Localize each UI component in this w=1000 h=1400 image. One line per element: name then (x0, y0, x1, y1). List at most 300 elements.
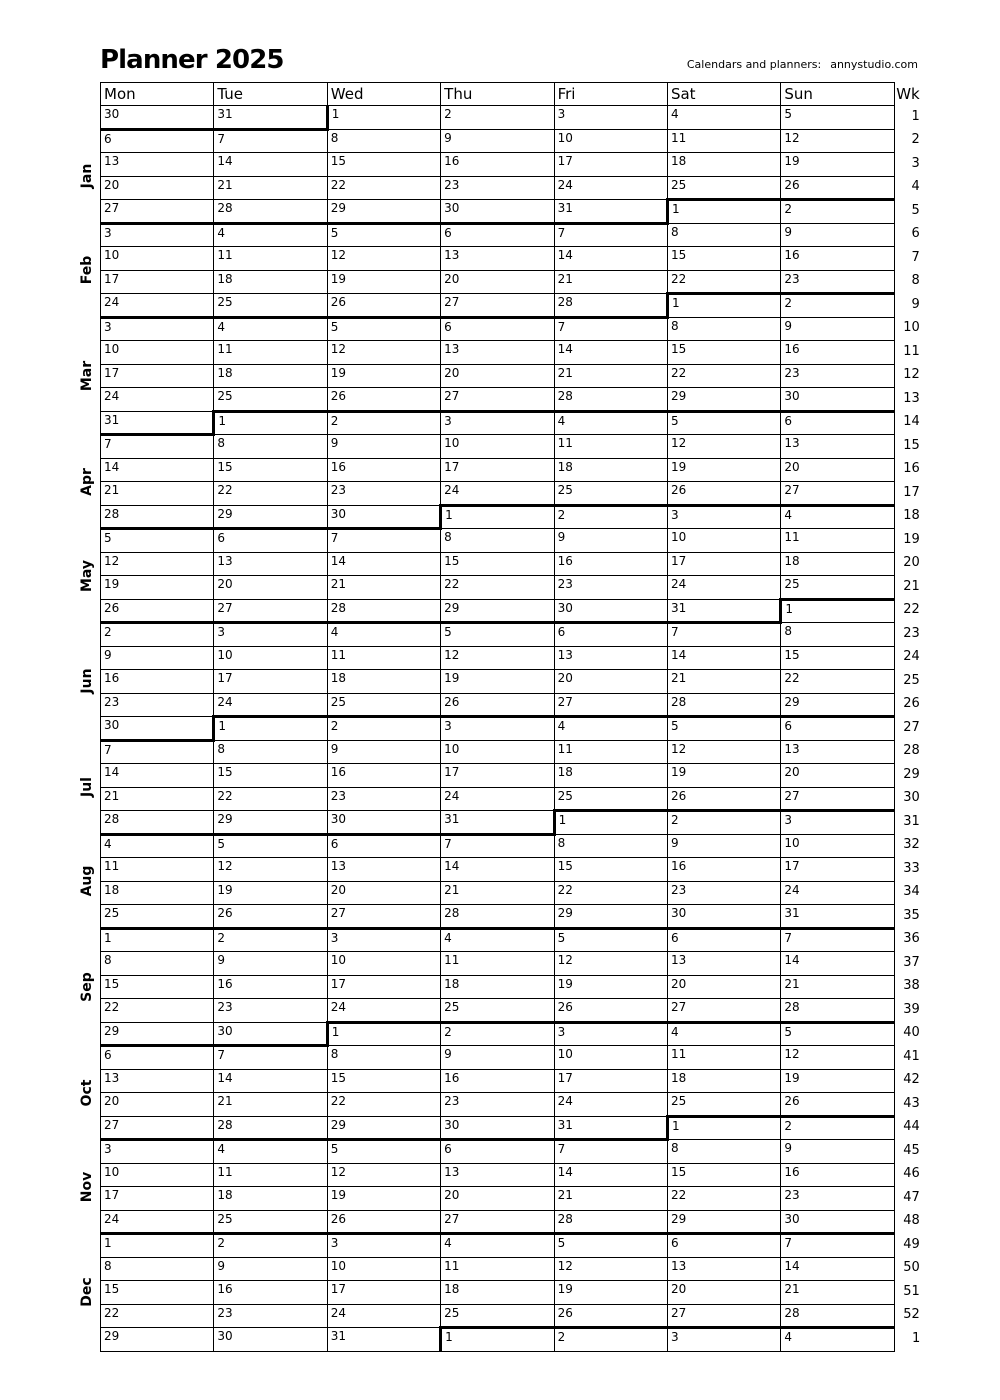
day-cell: 4 (214, 1140, 327, 1164)
day-cell: 20 (781, 458, 894, 482)
day-cell: 9 (441, 1046, 554, 1070)
day-cell: 17 (327, 975, 440, 999)
day-cell: 24 (327, 1304, 440, 1328)
day-cell: 13 (554, 646, 667, 670)
day-cell: 8 (554, 834, 667, 858)
day-cell: 16 (327, 458, 440, 482)
week-number-cell: 18 (903, 508, 920, 523)
day-cell: 21 (214, 176, 327, 200)
week-row (101, 881, 922, 905)
month-label-oct: Oct (79, 1079, 95, 1106)
day-cell: 15 (214, 458, 327, 482)
week-row (101, 200, 922, 224)
day-cell: 10 (101, 341, 214, 365)
week-row (101, 1257, 922, 1281)
week-number-cell: 4 (911, 179, 920, 194)
day-cell: 11 (554, 740, 667, 764)
day-header-sun: Sun (781, 83, 894, 106)
day-cell: 7 (214, 129, 327, 153)
day-cell: 18 (214, 364, 327, 388)
day-cell: 4 (214, 223, 327, 247)
week-number-cell: 1 (911, 108, 920, 124)
week-number-cell: 46 (903, 1166, 920, 1181)
week-row (101, 1163, 922, 1187)
day-cell: 11 (327, 646, 440, 670)
week-row (101, 646, 922, 670)
day-cell: 8 (214, 740, 327, 764)
day-cell: 7 (667, 623, 780, 647)
week-number-cell: 30 (903, 790, 920, 805)
day-cell: 10 (441, 740, 554, 764)
week-row (101, 106, 922, 130)
day-cell: 25 (214, 294, 327, 318)
day-cell: 21 (327, 576, 440, 600)
week-number-cell: 8 (911, 273, 920, 288)
day-cell: 28 (781, 1304, 894, 1328)
day-cell: 15 (781, 646, 894, 670)
day-cell: 17 (101, 364, 214, 388)
day-cell: 25 (554, 482, 667, 506)
day-cell: 29 (327, 1116, 440, 1140)
week-number-cell: 27 (903, 719, 920, 735)
day-cell: 17 (214, 670, 327, 694)
week-number-cell: 3 (911, 155, 920, 171)
week-row (101, 1328, 922, 1352)
week-row (101, 623, 922, 647)
day-cell: 17 (554, 153, 667, 177)
day-cell: 3 (214, 623, 327, 647)
day-cell: 7 (781, 1234, 894, 1258)
day-cell: 21 (781, 975, 894, 999)
day-cell: 17 (101, 1187, 214, 1211)
day-cell: 12 (327, 341, 440, 365)
day-cell: 24 (101, 388, 214, 412)
day-cell: 25 (667, 176, 780, 200)
week-row (101, 834, 922, 858)
day-cell: 3 (781, 811, 894, 835)
day-cell: 25 (441, 999, 554, 1023)
day-cell: 12 (667, 740, 780, 764)
day-cell: 26 (214, 905, 327, 929)
week-number-cell: 13 (903, 390, 920, 406)
day-cell: 11 (554, 435, 667, 459)
day-cell: 20 (554, 670, 667, 694)
day-cell: 20 (667, 1281, 780, 1305)
day-cell: 8 (441, 529, 554, 553)
day-cell: 23 (441, 1093, 554, 1117)
day-cell: 22 (441, 576, 554, 600)
day-cell: 6 (781, 411, 894, 435)
week-number-cell: 31 (903, 813, 920, 829)
day-cell: 14 (554, 1163, 667, 1187)
day-cell: 29 (554, 905, 667, 929)
day-cell: 8 (667, 317, 780, 341)
day-cell: 15 (101, 975, 214, 999)
day-header-mon: Mon (101, 83, 214, 106)
day-cell: 13 (781, 740, 894, 764)
day-cell: 1 (101, 1234, 214, 1258)
day-cell: 13 (101, 153, 214, 177)
day-cell: 2 (441, 1022, 554, 1046)
day-cell: 27 (101, 1116, 214, 1140)
day-cell: 6 (101, 129, 214, 153)
week-number-cell: 48 (903, 1213, 920, 1228)
day-cell: 17 (554, 1069, 667, 1093)
day-cell: 19 (781, 1069, 894, 1093)
week-row (101, 599, 922, 623)
day-cell: 30 (441, 1116, 554, 1140)
day-cell: 24 (441, 482, 554, 506)
day-cell: 1 (667, 200, 780, 224)
day-cell: 16 (667, 858, 780, 882)
day-cell: 14 (667, 646, 780, 670)
day-cell: 9 (554, 529, 667, 553)
day-cell: 24 (554, 1093, 667, 1117)
day-cell: 22 (214, 482, 327, 506)
day-cell: 1 (214, 411, 327, 435)
day-cell: 12 (327, 247, 440, 271)
day-cell: 31 (101, 411, 214, 435)
day-cell: 12 (667, 435, 780, 459)
day-cell: 11 (441, 1257, 554, 1281)
day-cell: 21 (554, 270, 667, 294)
day-cell: 26 (327, 1210, 440, 1234)
day-cell: 5 (101, 529, 214, 553)
day-header-fri: Fri (554, 83, 667, 106)
day-cell: 20 (214, 576, 327, 600)
day-cell: 26 (781, 1093, 894, 1117)
day-cell: 28 (554, 294, 667, 318)
week-row (101, 364, 922, 388)
day-cell: 10 (554, 129, 667, 153)
day-cell: 28 (327, 599, 440, 623)
day-cell: 23 (667, 881, 780, 905)
day-cell: 3 (667, 1328, 780, 1352)
day-cell: 22 (327, 1093, 440, 1117)
day-cell: 20 (667, 975, 780, 999)
day-cell: 9 (327, 435, 440, 459)
credit-site-link[interactable]: annystudio.com (830, 58, 918, 71)
day-cell: 8 (101, 1257, 214, 1281)
day-cell: 23 (781, 364, 894, 388)
day-cell: 10 (327, 1257, 440, 1281)
day-cell: 25 (214, 388, 327, 412)
day-cell: 30 (554, 599, 667, 623)
day-cell: 16 (554, 552, 667, 576)
day-cell: 9 (781, 223, 894, 247)
day-cell: 4 (441, 1234, 554, 1258)
day-cell: 26 (554, 1304, 667, 1328)
week-number-cell: 26 (903, 696, 920, 711)
day-cell: 9 (441, 129, 554, 153)
credit-label: Calendars and planners: (686, 58, 822, 71)
credit (687, 58, 918, 71)
day-cell: 15 (214, 764, 327, 788)
day-cell: 29 (781, 693, 894, 717)
day-cell: 1 (101, 928, 214, 952)
day-cell: 15 (667, 341, 780, 365)
day-cell: 21 (667, 670, 780, 694)
day-cell: 7 (781, 928, 894, 952)
day-cell: 19 (781, 153, 894, 177)
day-cell: 3 (101, 317, 214, 341)
day-cell: 11 (214, 341, 327, 365)
day-cell: 29 (214, 505, 327, 529)
day-cell: 26 (441, 693, 554, 717)
day-cell: 18 (554, 764, 667, 788)
day-cell: 24 (441, 787, 554, 811)
day-cell: 15 (554, 858, 667, 882)
week-row (101, 1022, 922, 1046)
day-cell: 2 (327, 411, 440, 435)
day-cell: 5 (554, 1234, 667, 1258)
day-cell: 26 (667, 482, 780, 506)
day-cell: 5 (327, 1140, 440, 1164)
day-cell: 29 (327, 200, 440, 224)
week-number-cell: 19 (903, 531, 920, 547)
page-title: Planner 2025 (100, 45, 284, 75)
day-cell: 6 (327, 834, 440, 858)
day-cell: 13 (214, 552, 327, 576)
table-header-row (101, 83, 922, 106)
day-cell: 22 (327, 176, 440, 200)
week-number-cell: 29 (903, 766, 920, 782)
day-cell: 5 (327, 317, 440, 341)
day-cell: 31 (441, 811, 554, 835)
day-cell: 31 (554, 200, 667, 224)
day-cell: 24 (554, 176, 667, 200)
day-cell: 24 (327, 999, 440, 1023)
week-number-cell: 49 (903, 1236, 920, 1252)
day-cell: 21 (214, 1093, 327, 1117)
day-cell: 22 (667, 1187, 780, 1211)
day-cell: 2 (667, 811, 780, 835)
day-cell: 4 (554, 411, 667, 435)
month-label-dec: Dec (79, 1277, 95, 1307)
day-cell: 25 (441, 1304, 554, 1328)
week-row (101, 858, 922, 882)
day-cell: 22 (667, 270, 780, 294)
day-cell: 23 (781, 1187, 894, 1211)
week-row (101, 1187, 922, 1211)
day-cell: 27 (101, 200, 214, 224)
day-cell: 18 (667, 1069, 780, 1093)
week-number-cell: 9 (911, 296, 920, 312)
week-row (101, 1304, 922, 1328)
day-cell: 18 (667, 153, 780, 177)
day-cell: 17 (441, 458, 554, 482)
month-label-apr: Apr (79, 467, 95, 496)
week-row (101, 1069, 922, 1093)
day-cell: 1 (327, 1022, 440, 1046)
week-number-cell: 42 (903, 1072, 920, 1087)
day-cell: 4 (781, 505, 894, 529)
week-row (101, 1210, 922, 1234)
day-cell: 8 (327, 129, 440, 153)
day-cell: 8 (327, 1046, 440, 1070)
day-cell: 20 (101, 176, 214, 200)
month-label-jun: Jun (79, 668, 95, 694)
day-cell: 16 (101, 670, 214, 694)
day-cell: 2 (327, 717, 440, 741)
day-cell: 23 (327, 787, 440, 811)
day-cell: 3 (554, 1022, 667, 1046)
month-label-jul: Jul (79, 777, 95, 797)
day-cell: 28 (554, 388, 667, 412)
day-header-wed: Wed (327, 83, 440, 106)
day-cell: 17 (327, 1281, 440, 1305)
day-cell: 5 (667, 411, 780, 435)
day-header-tue: Tue (214, 83, 327, 106)
day-cell: 31 (327, 1328, 440, 1352)
day-cell: 27 (667, 999, 780, 1023)
week-number-cell: 16 (903, 461, 920, 476)
month-label-nov: Nov (79, 1171, 95, 1202)
day-cell: 7 (554, 1140, 667, 1164)
day-cell: 25 (667, 1093, 780, 1117)
day-cell: 12 (441, 646, 554, 670)
day-cell: 2 (101, 623, 214, 647)
day-cell: 29 (667, 1210, 780, 1234)
day-cell: 9 (327, 740, 440, 764)
day-cell: 25 (781, 576, 894, 600)
day-cell: 19 (214, 881, 327, 905)
week-number-cell: 51 (903, 1283, 920, 1299)
day-cell: 11 (781, 529, 894, 553)
day-cell: 22 (214, 787, 327, 811)
day-cell: 19 (667, 764, 780, 788)
day-cell: 26 (781, 176, 894, 200)
week-number-cell: 37 (903, 954, 920, 970)
week-row (101, 458, 922, 482)
week-row (101, 576, 922, 600)
day-cell: 23 (781, 270, 894, 294)
day-cell: 7 (554, 317, 667, 341)
day-cell: 30 (214, 1328, 327, 1352)
day-cell: 4 (214, 317, 327, 341)
day-cell: 15 (667, 247, 780, 271)
day-cell: 30 (441, 200, 554, 224)
day-cell: 29 (441, 599, 554, 623)
day-cell: 23 (441, 176, 554, 200)
day-cell: 5 (214, 834, 327, 858)
day-cell: 26 (327, 388, 440, 412)
day-cell: 30 (781, 1210, 894, 1234)
week-number-cell: 33 (903, 860, 920, 876)
month-label-may: May (79, 559, 95, 592)
day-cell: 28 (441, 905, 554, 929)
day-cell: 18 (214, 1187, 327, 1211)
day-cell: 11 (214, 247, 327, 271)
week-row (101, 482, 922, 506)
day-cell: 16 (441, 1069, 554, 1093)
day-cell: 13 (327, 858, 440, 882)
day-cell: 9 (667, 834, 780, 858)
day-cell: 26 (327, 294, 440, 318)
week-number-cell: 15 (903, 437, 920, 453)
day-cell: 9 (214, 1257, 327, 1281)
week-row (101, 388, 922, 412)
day-cell: 27 (781, 787, 894, 811)
day-cell: 27 (441, 1210, 554, 1234)
week-row (101, 787, 922, 811)
week-row (101, 670, 922, 694)
day-cell: 16 (781, 1163, 894, 1187)
day-cell: 31 (554, 1116, 667, 1140)
month-label-sep: Sep (79, 971, 95, 1002)
month-label-jan: Jan (79, 163, 95, 189)
week-number-cell: 50 (903, 1260, 920, 1275)
day-cell: 23 (214, 1304, 327, 1328)
week-row (101, 740, 922, 764)
week-number-cell: 5 (911, 202, 920, 218)
day-cell: 16 (327, 764, 440, 788)
week-number-cell: 23 (903, 625, 920, 641)
day-cell: 30 (214, 1022, 327, 1046)
week-number-cell: 1 (911, 1330, 921, 1346)
day-cell: 2 (781, 200, 894, 224)
day-cell: 3 (101, 1140, 214, 1164)
day-cell: 30 (101, 717, 214, 741)
day-cell: 31 (781, 905, 894, 929)
day-cell: 3 (554, 106, 667, 130)
day-cell: 8 (101, 952, 214, 976)
day-cell: 12 (214, 858, 327, 882)
day-cell: 7 (441, 834, 554, 858)
day-cell: 17 (667, 552, 780, 576)
day-cell: 5 (667, 717, 780, 741)
day-cell: 14 (214, 1069, 327, 1093)
week-number-cell: 24 (903, 649, 920, 664)
day-cell: 31 (214, 106, 327, 130)
day-cell: 19 (327, 364, 440, 388)
day-cell: 4 (554, 717, 667, 741)
day-cell: 2 (554, 1328, 667, 1352)
week-number-cell: 38 (903, 978, 920, 993)
day-cell: 2 (214, 928, 327, 952)
day-cell: 3 (441, 717, 554, 741)
day-cell: 3 (441, 411, 554, 435)
week-row (101, 764, 922, 788)
day-cell: 20 (327, 881, 440, 905)
day-cell: 31 (667, 599, 780, 623)
day-cell: 14 (781, 952, 894, 976)
day-cell: 12 (327, 1163, 440, 1187)
day-cell: 4 (781, 1328, 894, 1352)
day-cell: 6 (554, 623, 667, 647)
day-cell: 6 (781, 717, 894, 741)
week-row (101, 811, 922, 835)
day-cell: 8 (667, 1140, 780, 1164)
day-cell: 25 (327, 693, 440, 717)
day-cell: 4 (441, 928, 554, 952)
week-number-cell: 47 (903, 1189, 920, 1205)
day-cell: 30 (667, 905, 780, 929)
day-cell: 15 (327, 1069, 440, 1093)
day-cell: 10 (781, 834, 894, 858)
week-row (101, 411, 922, 435)
day-cell: 25 (101, 905, 214, 929)
week-number-cell: 14 (903, 414, 920, 429)
month-label-mar: Mar (79, 360, 95, 391)
day-cell: 4 (667, 106, 780, 130)
week-row (101, 1234, 922, 1258)
day-cell: 13 (667, 952, 780, 976)
day-cell: 29 (667, 388, 780, 412)
day-cell: 9 (101, 646, 214, 670)
day-cell: 2 (781, 1116, 894, 1140)
day-cell: 28 (554, 1210, 667, 1234)
